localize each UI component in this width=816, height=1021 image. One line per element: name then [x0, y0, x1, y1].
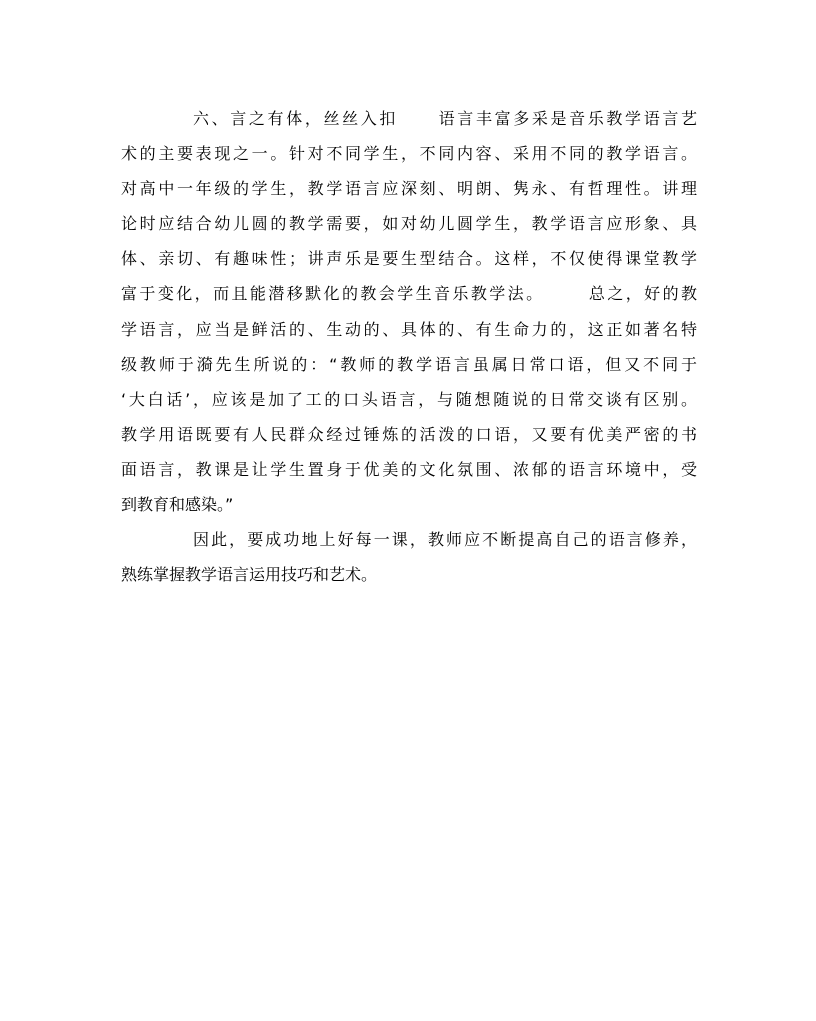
- paragraph-line: ‘大白话’，应该是加了工的口头语言，与随想随说的日常交谈有区别。: [121, 389, 697, 409]
- text-run: 语言丰富多采是音乐教学语言艺: [436, 109, 697, 128]
- text-run: 富于变化，而且能潜移默化的教会学生音乐教学法。: [121, 284, 545, 304]
- paragraph-line: 面语言，教课是让学生置身于优美的文化氛围、浓郁的语言环境中，受: [121, 459, 697, 479]
- paragraph-line: 到教育和感染。”: [121, 495, 234, 515]
- paragraph-line: 学语言，应当是鲜活的、生动的、具体的、有生命力的，这正如著名特: [121, 319, 697, 339]
- text-run: 总之，好的教: [586, 284, 697, 304]
- paragraph-line: 级教师于漪先生所说的：“教师的教学语言虽属日常口语，但又不同于: [121, 354, 697, 374]
- paragraph-line: 对高中一年级的学生，教学语言应深刻、明朗、隽永、有哲理性。讲理: [121, 179, 697, 199]
- paragraph-line: 术的主要表现之一。针对不同学生，不同内容、采用不同的教学语言。: [121, 144, 697, 164]
- paragraph-line: [121, 276, 697, 311]
- paragraph-line: 熟练掌握教学语言运用技巧和艺术。: [121, 565, 378, 585]
- paragraph-line: 论时应结合幼儿圆的教学需要，如对幼儿圆学生，教学语言应形象、具: [121, 214, 697, 234]
- section-heading: 六、言之有体，丝丝入扣: [193, 109, 399, 128]
- paragraph-line: 因此，要成功地上好每一课，教师应不断提高自己的语言修养，: [193, 530, 697, 550]
- paragraph-line: 体、亲切、有趣味性；讲声乐是要生型结合。这样，不仅使得课堂教学: [121, 249, 697, 269]
- paragraph-line: 教学用语既要有人民群众经过锤炼的活泼的口语，又要有优美严密的书: [121, 424, 697, 444]
- body-text: [121, 101, 697, 592]
- paragraph-line: [121, 101, 697, 136]
